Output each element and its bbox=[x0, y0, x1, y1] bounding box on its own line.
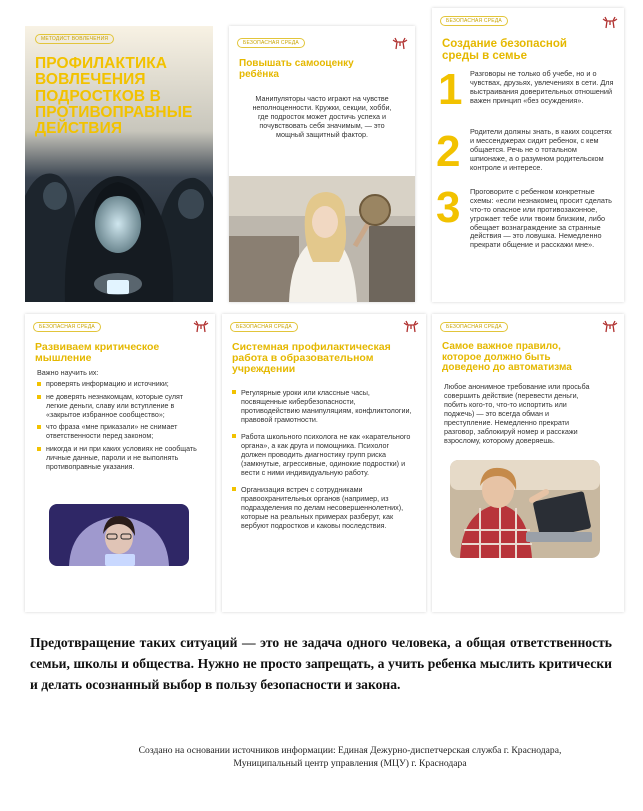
card5-list-item: Регулярные уроки или классные часы, посвященные кибербезопасности, противодействию манипуляциям, конфликтологии, правовой грамотности. bbox=[232, 388, 414, 424]
source-note bbox=[70, 744, 630, 770]
card-main-rule bbox=[432, 314, 624, 612]
child-with-laptop-photo bbox=[450, 460, 600, 558]
girl-with-mirror-photo bbox=[229, 176, 415, 302]
card-safe-family bbox=[432, 8, 624, 302]
deer-logo-icon bbox=[403, 320, 419, 334]
step-text-1: Разговоры не только об учебе, но и о чувствах, друзьях, увлечениях в сети. Для выстраивания доверительных отношений важен принцип «без осуждения». bbox=[470, 69, 614, 105]
girl-with-tablet-photo bbox=[49, 504, 189, 566]
card1-title bbox=[35, 56, 192, 137]
step-text-2: Родители должны знать, в каких соцсетях и мессенджерах сидит ребенок, с кем общается. Речь не о тотальном шпионаже, а о разумном родительском контроле и интересе. bbox=[470, 127, 612, 172]
step-number-3: 3 bbox=[436, 183, 461, 232]
card1-title-line: ПРОФИЛАКТИКА bbox=[35, 55, 168, 72]
step-number-1: 1 bbox=[438, 65, 463, 114]
card-self-esteem bbox=[229, 26, 415, 302]
card1-title-line: ДЕЙСТВИЯ bbox=[35, 120, 123, 138]
card4-list bbox=[37, 380, 205, 476]
card4-list-item: что фраза «мне приказали» не снимает ответственности перед законом; bbox=[37, 423, 205, 441]
card5-tag: БЕЗОПАСНАЯ СРЕДА bbox=[230, 322, 298, 332]
card5-list-item: Работа школьного психолога не как «карательного органа», а как друга и помощника. Психолог должен проводить диагностику групп риска (замкнутые, агрессивные, одинокие подростки) и вести с ними индивидуальную работу. bbox=[232, 432, 414, 477]
source-line: Муниципальный центр управления (МЦУ) г. Краснодара bbox=[233, 758, 467, 769]
source-line: Создано на основании источников информации: Единая Дежурно-диспетчерская служба г. Краснодара, bbox=[138, 745, 562, 756]
card5-title: Системная профилактическая работа в образовательном учреждении bbox=[232, 341, 391, 376]
card4-title: Развиваем критическое мышление bbox=[35, 341, 160, 365]
deer-logo-icon bbox=[392, 37, 408, 51]
card3-title: Создание безопасной среды в семье bbox=[442, 38, 567, 63]
deer-logo-icon bbox=[602, 320, 618, 334]
summary-paragraph: Предотвращение таких ситуаций — это не задача одного человека, а общая ответственность семьи, школы и общества. Нужно не просто запрещать, а учить ребенка мыслить критически и делать осознанный выбор в пользу безопасности и закона. bbox=[30, 635, 612, 692]
card4-list-item: проверять информацию и источники; bbox=[37, 380, 205, 389]
card6-text: Любое анонимное требование или просьба совершить действие (перевести деньги, побить кого-то, что-то испортить или поджечь) — это всегда обман и преступление. Немедленно прекрати разговор, заблокируй номер и расскажи взрослому, которому доверяешь. bbox=[444, 382, 590, 445]
step-number-2: 2 bbox=[436, 127, 461, 176]
card1-title-line: ВОВЛЕЧЕНИЯ bbox=[35, 71, 146, 89]
card6-tag: БЕЗОПАСНАЯ СРЕДА bbox=[440, 322, 508, 332]
card4-list-item: не доверять незнакомцам, которые сулят легкие деньги, славу или вступление в «закрытое избранное сообщество»; bbox=[37, 393, 205, 420]
card4-list-item: никогда и ни при каких условиях не сообщать личные данные, пароли и не выполнять противоправные указания. bbox=[37, 445, 205, 472]
card1-title-line: ПРОТИВОПРАВНЫЕ bbox=[35, 103, 193, 121]
card-school-prevention bbox=[222, 314, 426, 612]
card5-list bbox=[232, 388, 414, 534]
card4-tag: БЕЗОПАСНАЯ СРЕДА bbox=[33, 322, 101, 332]
card5-list-item: Организация встреч с сотрудниками правоохранительных органов (например, из подразделения по делам несовершеннолетних), которые на реальных примерах разберут, как вербуют подростков и каковы последствия. bbox=[232, 485, 414, 530]
card4-intro: Важно научить их: bbox=[37, 368, 99, 377]
card-critical-thinking bbox=[25, 314, 215, 612]
card1-tag: МЕТОДИСТ ВОВЛЕЧЕНИЯ bbox=[35, 34, 114, 44]
card3-tag: БЕЗОПАСНАЯ СРЕДА bbox=[440, 16, 508, 26]
card2-text: Манипуляторы часто играют на чувстве неполноценности. Кружки, секции, хобби, где подросток может достичь успеха и почувствовать себя значимым, — это мощный защитный фактор. bbox=[252, 94, 392, 139]
card1-title-line: ПОДРОСТКОВ В bbox=[35, 87, 161, 105]
step-text-3: Проговорите с ребенком конкретные схемы: «если незнакомец просит сделать что-то опасное или противозаконное, угрожает тебе или твоим близким, либо обещает вознаграждение за странные действия — это ловушка. Немедленно прекрати общение и расскажи мне». bbox=[470, 187, 612, 250]
card6-title: Самое важное правило, которое должно быть доведено до автоматизма bbox=[442, 341, 572, 373]
deer-logo-icon bbox=[602, 16, 618, 30]
card2-tag: БЕЗОПАСНАЯ СРЕДА bbox=[237, 38, 305, 48]
card-prevention-cover bbox=[25, 26, 213, 302]
card2-title: Повышать самооценку ребёнка bbox=[239, 58, 354, 80]
deer-logo-icon bbox=[193, 320, 209, 334]
